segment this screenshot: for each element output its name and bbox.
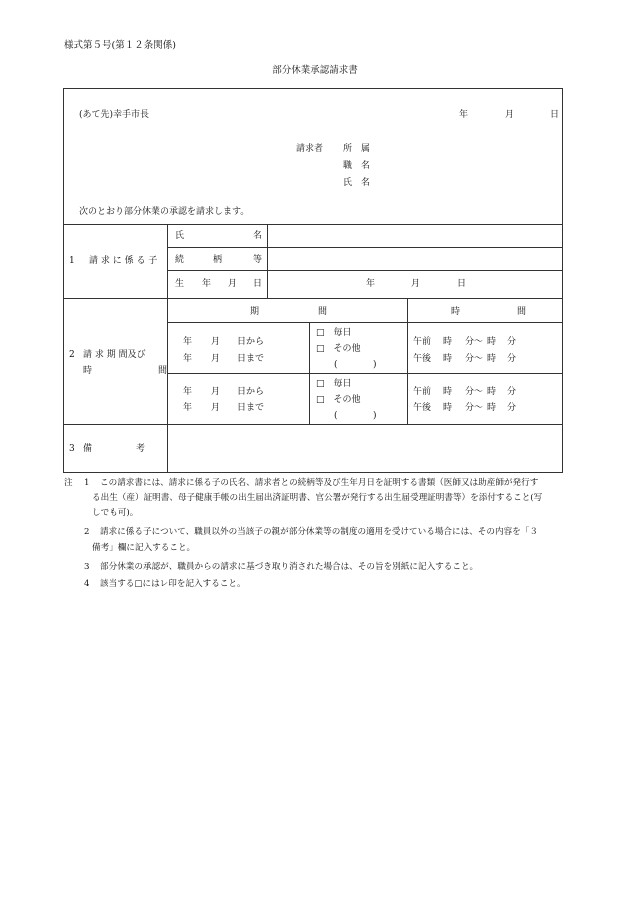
divider-s1-row2: [167, 270, 563, 271]
block1-pm-h2: 時: [487, 354, 497, 364]
section2-label-line2b: 間: [158, 366, 168, 376]
block1-am-m2: 分: [507, 337, 517, 347]
note-4-number: 4: [84, 579, 90, 589]
section2-number: 2: [69, 350, 75, 360]
birth-day-unit: 日: [457, 279, 467, 289]
request-form-table: [63, 88, 563, 473]
section1-label: 請 求 に 係 る 子: [89, 256, 158, 266]
block1-pm-m1: 分～: [465, 354, 484, 364]
block2-am-m2: 分: [507, 387, 517, 397]
block1-paren-close: ): [373, 360, 377, 370]
block1-am-h1: 時: [443, 337, 453, 347]
block1-to-year: 年: [183, 354, 193, 364]
block1-am-m1: 分～: [465, 337, 484, 347]
birth-label-a: 生: [175, 279, 185, 289]
block2-from-month: 月: [211, 387, 221, 397]
child-name-label-a: 氏: [175, 231, 185, 241]
border-left: [63, 88, 64, 473]
requester-label: 請求者: [296, 144, 324, 154]
section2-label-line2a: 時: [83, 366, 93, 376]
remarks-field[interactable]: [168, 425, 562, 472]
divider-s2-period-inner: [309, 322, 310, 424]
block2-pm-h1: 時: [443, 403, 453, 413]
birth-year-unit: 年: [366, 279, 376, 289]
block1-from-year: 年: [183, 337, 193, 347]
note-2-line1: 請求に係る子について、職員以外の当該子の親が部分休業等の制度の適用を受けている場合には、その内容を「３: [100, 527, 538, 537]
block2-pm-m1: 分～: [465, 403, 484, 413]
divider-s2-block: [167, 373, 563, 374]
block2-am-m1: 分～: [465, 387, 484, 397]
note-2-line2: 備考」欄に記入すること。: [92, 543, 196, 553]
block2-paren-open: (: [334, 411, 338, 421]
block2-to-month: 月: [211, 403, 221, 413]
divider-s2-header: [167, 322, 563, 323]
block2-from-day: 日から: [237, 387, 265, 397]
block2-from-year: 年: [183, 387, 193, 397]
block1-pm-h1: 時: [443, 354, 453, 364]
block2-other-checkbox[interactable]: □ その他: [316, 395, 361, 405]
block2-paren-close: ): [373, 411, 377, 421]
section3-label-b: 考: [136, 444, 146, 454]
divider-section1: [63, 298, 563, 299]
birth-month-unit: 月: [411, 279, 421, 289]
notes-prefix: 注: [64, 478, 73, 488]
divider-header: [63, 224, 563, 225]
note-1-number: 1: [84, 478, 90, 488]
block1-paren-open: (: [334, 360, 338, 370]
note-1-line2: る出生（産）証明書、母子健康手帳の出生届出済証明書、官公署が発行する出生届受理証明書等）を添付すること(写: [92, 493, 543, 503]
note-3-number: 3: [84, 562, 90, 572]
section3-number: 3: [69, 444, 75, 454]
birth-label-d: 日: [253, 279, 263, 289]
form-number: 様式第５号(第１２条関係): [64, 40, 176, 51]
divider-s1-row1: [167, 247, 563, 248]
note-3-line1: 部分休業の承認が、職員からの請求に基づき取り消された場合は、その旨を別紙に記入すること。: [100, 562, 479, 572]
note-1-line3: しでも可)。: [92, 508, 139, 518]
time-header-b: 間: [517, 307, 527, 317]
relation-label-b: 柄: [213, 255, 223, 265]
birth-label-c: 月: [228, 279, 238, 289]
border-bottom: [63, 472, 563, 473]
block2-to-day: 日まで: [237, 403, 265, 413]
block1-am-h2: 時: [487, 337, 497, 347]
block1-from-day: 日から: [237, 337, 265, 347]
block2-daily-checkbox[interactable]: □ 毎日: [316, 379, 352, 389]
block2-am-h2: 時: [487, 387, 497, 397]
request-text: 次のとおり部分休業の承認を請求します。: [79, 207, 250, 217]
form-title: 部分休業承認請求書: [272, 65, 358, 76]
addressee: (あて先)幸手市長: [79, 110, 150, 120]
block1-to-month: 月: [211, 354, 221, 364]
border-top: [63, 88, 563, 89]
section2-label-line1: 請 求 期 間及び: [83, 350, 146, 360]
block1-pm-label: 午後: [413, 354, 432, 364]
child-name-label-b: 名: [253, 231, 263, 241]
divider-s2-time: [407, 298, 408, 424]
block1-to-day: 日まで: [237, 354, 265, 364]
name-label: 氏 名: [343, 178, 371, 188]
block1-other-checkbox[interactable]: □ その他: [316, 344, 361, 354]
period-header-a: 期: [250, 307, 260, 317]
time-header-a: 時: [451, 307, 461, 317]
block2-to-year: 年: [183, 403, 193, 413]
position-label: 職 名: [343, 161, 371, 171]
date-month-label: 月: [505, 110, 515, 120]
note-1-line1: この請求書には、請求に係る子の氏名、請求者との続柄等及び生年月日を証明する書類（医師又は助産師が発行す: [100, 478, 539, 488]
block2-am-h1: 時: [443, 387, 453, 397]
block1-from-month: 月: [211, 337, 221, 347]
block2-pm-h2: 時: [487, 403, 497, 413]
note-4-line1: 該当する□にはレ印を記入すること。: [100, 579, 246, 589]
block2-am-label: 午前: [413, 387, 432, 397]
section3-label-a: 備: [83, 444, 93, 454]
relation-label-a: 続: [175, 255, 185, 265]
birth-label-b: 年: [202, 279, 212, 289]
border-right: [562, 88, 563, 473]
block2-pm-label: 午後: [413, 403, 432, 413]
block2-pm-m2: 分: [507, 403, 517, 413]
note-2-number: 2: [84, 527, 90, 537]
affiliation-label: 所 属: [343, 144, 371, 154]
block1-daily-checkbox[interactable]: □ 毎日: [316, 328, 352, 338]
relation-label-c: 等: [253, 255, 263, 265]
block1-pm-m2: 分: [507, 354, 517, 364]
date-day-label: 日: [550, 110, 560, 120]
period-header-b: 間: [318, 307, 328, 317]
block1-am-label: 午前: [413, 337, 432, 347]
section1-number: 1: [69, 256, 75, 266]
date-year-label: 年: [459, 110, 469, 120]
divider-s1-col: [267, 224, 268, 298]
